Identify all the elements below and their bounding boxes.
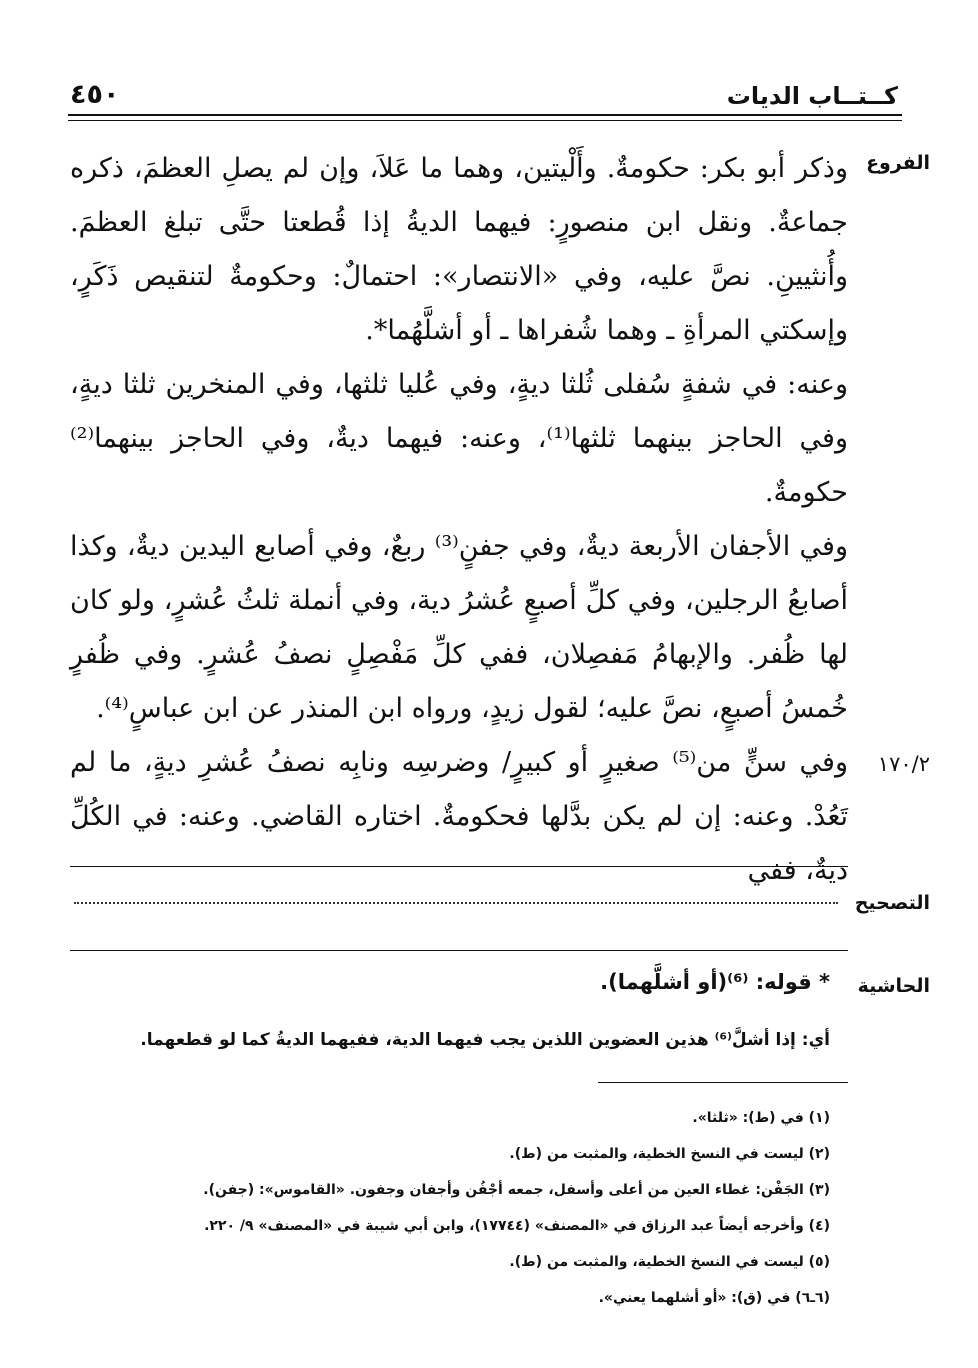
paragraph-1: وذكر أبو بكر: حكومةٌ. وأَلْيتين، وهما ما عَلاَ، وإن لم يصلِ العظمَ، ذكره جماعةٌ. ونقل ابن منصورٍ: فيهما الديةُ إذا قُطعتا حتَّى تبلغ العظمَ. وأُنثيينِ. نصَّ عليه، وفي «الانتصار»: احتمالٌ: وحكومةٌ لتنقيص ذَكَرٍ، وإسكتي المرأةِ ـ وهما شُفراها ـ أو أشلَّهُما*.: [70, 153, 848, 346]
page-number: ٤٥٠: [70, 79, 120, 110]
main-text-block: [70, 142, 848, 358]
footnote-6: (٦ـ٦) في (ق): «أو أشلهما يعني».: [598, 1290, 830, 1306]
running-header: [70, 78, 898, 110]
tashih-rule-top: [70, 866, 848, 867]
footnote-5: (٥) ليست في النسخ الخطية، والمثبت من (ط).: [509, 1254, 830, 1270]
paragraph-2: وعنه: في شفةٍ سُفلى ثُلثا ديةٍ، وفي عُليا ثلثها، وفي المنخرين ثلثا ديةٍ، وفي الحاجز بينهما ثلثها⁽¹⁾، وعنه: فيهما ديةٌ، وفي الحاجز بينهما⁽²⁾ حكومةٌ.: [70, 369, 848, 508]
chapter-title: كــتــاب الديات: [726, 82, 898, 110]
hashiya-text: أي: إذا أشلَّ⁽⁶⁾ هذين العضوين اللذين يجب فيهما الدية، ففيهما الديةُ كما لو قطعهما.: [140, 1030, 830, 1050]
header-rule-bottom: [68, 120, 902, 121]
footnote-3: (٣) الجَفْن: غطاء العين من أعلى وأسفل، جمعه أجْفُن وأجفان وجفون. «القاموس»: (جفن).: [203, 1182, 830, 1198]
main-text-block-4: [70, 736, 848, 898]
hashiya-heading: * قوله: ⁽⁶⁾(أو أشلَّهما).: [600, 970, 830, 994]
tashih-rule-bottom: [70, 950, 848, 951]
paragraph-3: وفي الأجفان الأربعة ديةٌ، وفي جفنٍ⁽³⁾ ربعٌ، وفي أصابع اليدين ديةٌ، وكذا أصابعُ الرجلين، وفي كلِّ أصبعٍ عُشرُ دية، وفي أنملة ثلثُ عُشرٍ، ولو كان لها ظُفر. والإبهامُ مَفصِلان، ففي كلِّ مَفْصِلٍ نصفُ عُشرٍ. وفي ظُفرٍ خُمسُ أصبعٍ، نصَّ عليه؛ لقول زيدٍ، ورواه ابن المنذر عن ابن عباسٍ⁽⁴⁾.: [70, 531, 848, 724]
main-text-block-3: [70, 520, 848, 736]
tashih-dotted-line: [74, 902, 838, 904]
footnote-rule: [598, 1082, 848, 1083]
margin-label-hashiya: الحاشية: [857, 975, 930, 997]
margin-folio-marker: ١٧٠/٢: [877, 752, 930, 776]
footnote-1: (١) في (ط): «ثلثا».: [692, 1110, 830, 1126]
margin-label-tashih: التصحيح: [854, 892, 930, 914]
footnote-4: (٤) وأخرجه أيضاً عبد الرزاق في «المصنف» (١٧٧٤٤)، وابن أبي شيبة في «المصنف» ٩/ ٢٢٠.: [204, 1218, 830, 1234]
main-text-block-2: [70, 358, 848, 520]
margin-label-furu: الفروع: [866, 152, 930, 174]
header-rule-top: [68, 114, 902, 116]
paragraph-4: وفي سنٍّ من⁽⁵⁾ صغيرٍ أو كبيرٍ/ وضرسِه ونابِه نصفُ عُشرِ ديةٍ، ما لم تَعُدْ. وعنه: إن لم يكن بدَّلها فحكومةٌ. اختاره القاضي. وعنه: في الكُلِّ ديةٌ، ففي: [70, 747, 848, 886]
footnote-2: (٢) ليست في النسخ الخطية، والمثبت من (ط).: [509, 1146, 830, 1162]
footnotes: [150, 1100, 830, 1316]
